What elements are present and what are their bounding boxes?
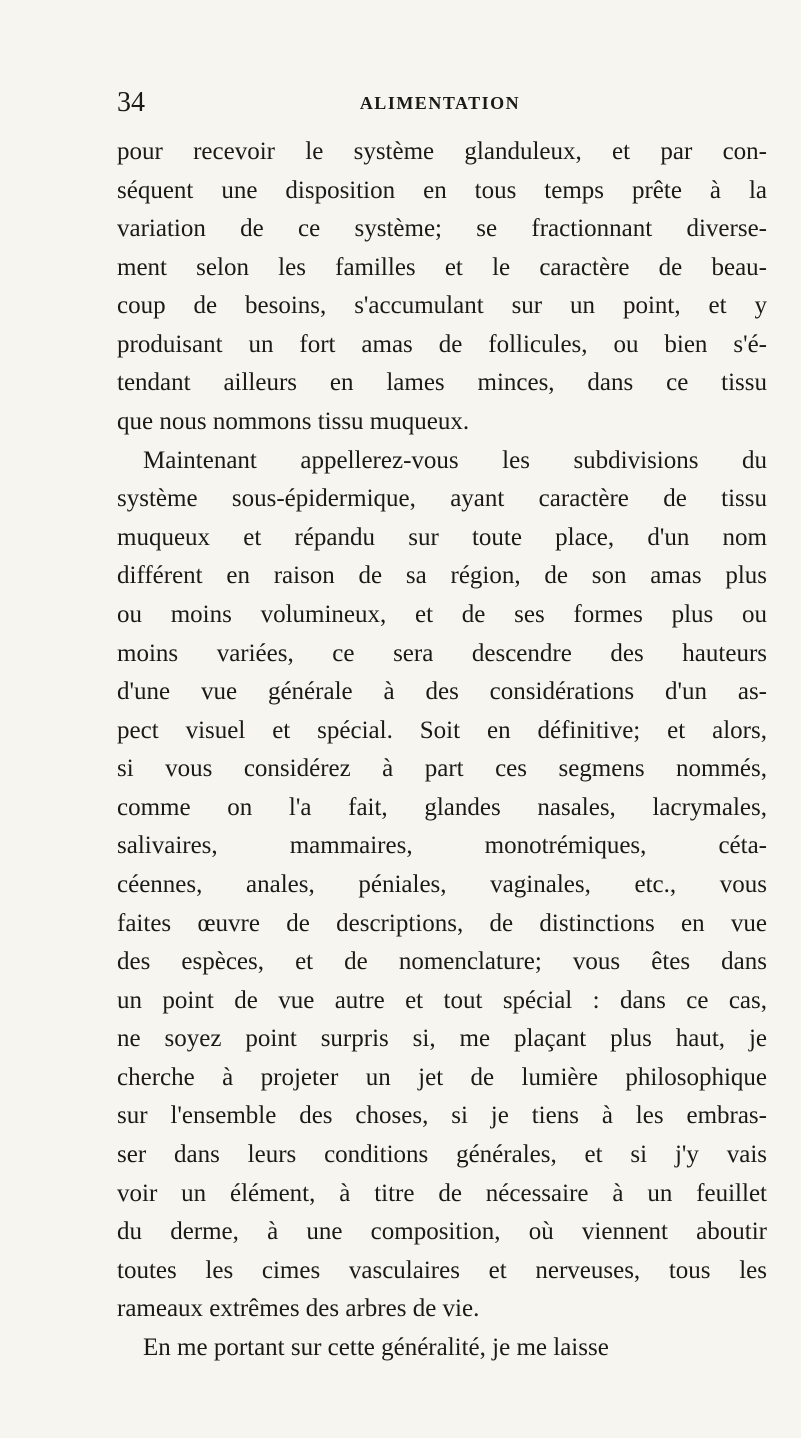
text-line: toutes les cimes vasculaires et nerveuses, tous les [117, 1256, 767, 1284]
text-line: En me portant sur cette généralité, je me laisse [143, 1333, 609, 1361]
text-line: pect visuel et spécial. Soit en définitive; et alors, [117, 716, 767, 744]
text-line: des espèces, et de nomenclature; vous êtes dans [117, 948, 767, 976]
text-line: muqueux et répandu sur toute place, d'un nom [117, 523, 767, 551]
running-title: ALIMENTATION [359, 93, 521, 113]
running-header [117, 85, 763, 121]
text-line: cherche à projeter un jet de lumière philosophique [117, 1063, 767, 1091]
text-line: d'une vue générale à des considérations d'un as- [117, 678, 767, 706]
text-line: tendant ailleurs en lames minces, dans ce tissu [117, 369, 767, 397]
text-line: produisant un fort amas de follicules, ou bien s'é- [117, 330, 767, 358]
text-line: moins variées, ce sera descendre des hauteurs [117, 639, 767, 667]
text-line: système sous-épidermique, ayant caractère de tissu [117, 485, 767, 513]
text-line: ne soyez point surpris si, me plaçant plus haut, je [117, 1025, 767, 1053]
text-line: céennes, anales, péniales, vaginales, etc., vous [117, 870, 767, 898]
text-line: séquent une disposition en tous temps prête à la [117, 176, 767, 204]
text-line: ou moins volumineux, et de ses formes plus ou [117, 600, 767, 628]
text-line: Maintenant appellerez-vous les subdivisions du [143, 446, 767, 474]
text-line: variation de ce système; se fractionnant diverse- [117, 215, 767, 243]
text-line: rameaux extrêmes des arbres de vie. [117, 1295, 480, 1323]
body-text [117, 133, 767, 1368]
text-line: du derme, à une composition, où viennent aboutir [117, 1218, 767, 1246]
text-line: que nous nommons tissu muqueux. [117, 408, 470, 436]
text-line: coup de besoins, s'accumulant sur un point, et y [117, 292, 767, 320]
text-line: voir un élément, à titre de nécessaire à un feuillet [117, 1179, 767, 1207]
page-number: 34 [117, 87, 145, 118]
text-line: si vous considérez à part ces segmens nommés, [117, 755, 767, 783]
text-line: différent en raison de sa région, de son amas plus [117, 562, 767, 590]
text-line: salivaires, mammaires, monotrémiques, céta- [117, 832, 767, 860]
text-line: ser dans leurs conditions générales, et si j'y vais [117, 1141, 767, 1169]
text-line: comme on l'a fait, glandes nasales, lacrymales, [117, 793, 767, 821]
text-line: sur l'ensemble des choses, si je tiens à les embras- [117, 1102, 767, 1130]
text-line: ment selon les familles et le caractère de beau- [117, 253, 767, 281]
text-line: pour recevoir le système glanduleux, et par con- [117, 138, 767, 165]
text-line: faites œuvre de descriptions, de distinctions en vue [117, 909, 767, 937]
text-line: un point de vue autre et tout spécial : dans ce cas, [117, 986, 767, 1014]
